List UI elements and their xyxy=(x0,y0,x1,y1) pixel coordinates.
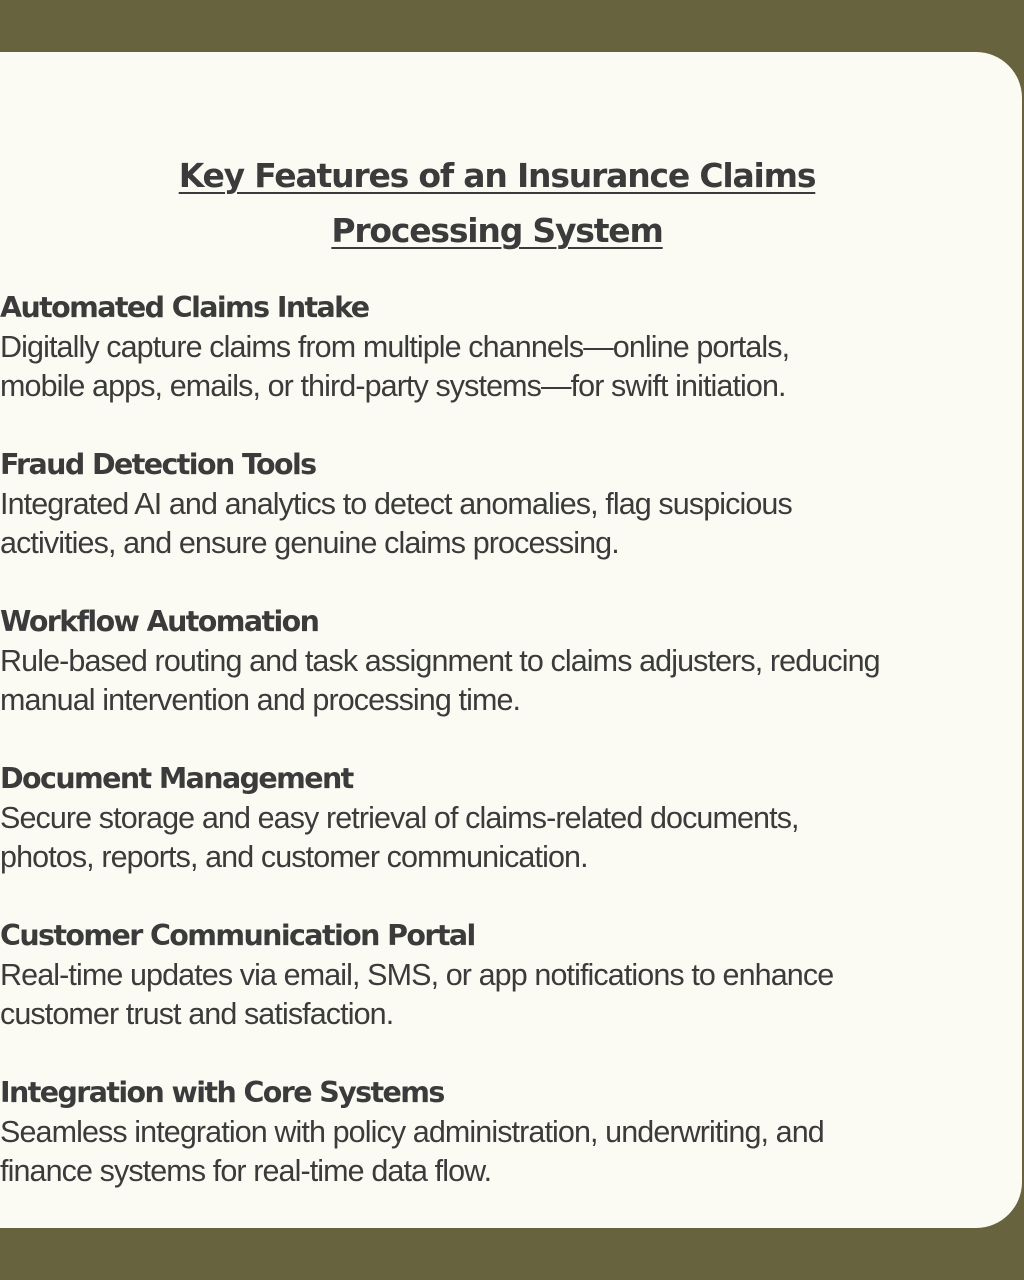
page-title-line-2: Processing System xyxy=(331,211,663,250)
feature-heading: Document Management xyxy=(0,762,353,795)
feature-description: Rule-based routing and task assignment to claims adjusters, reducing manual intervention and processing time. xyxy=(0,644,880,717)
feature-item-workflow-automation xyxy=(0,602,1022,720)
feature-description: Integrated AI and analytics to detect anomalies, flag suspicious activities, and ensure genuine claims processing. xyxy=(0,487,792,560)
feature-description: Seamless integration with policy administration, underwriting, and finance systems for real-time data flow. xyxy=(0,1115,824,1188)
page-title-line-1: Key Features of an Insurance Claims xyxy=(178,156,816,195)
feature-item-automated-claims-intake xyxy=(0,288,1022,406)
feature-heading: Integration with Core Systems xyxy=(0,1076,444,1109)
page-title xyxy=(0,148,994,258)
feature-heading: Automated Claims Intake xyxy=(0,291,369,324)
feature-item-customer-communication-portal xyxy=(0,916,1022,1034)
feature-item-document-management xyxy=(0,759,1022,877)
feature-list xyxy=(0,288,1022,1228)
content-card xyxy=(0,52,1022,1228)
feature-heading: Workflow Automation xyxy=(0,605,319,638)
feature-heading: Customer Communication Portal xyxy=(0,919,475,952)
feature-heading: Fraud Detection Tools xyxy=(0,448,316,481)
feature-description: Digitally capture claims from multiple channels—online portals, mobile apps, emails, or third-party systems—for swift initiation. xyxy=(0,330,790,403)
feature-item-fraud-detection-tools xyxy=(0,445,1022,563)
feature-description: Secure storage and easy retrieval of claims-related documents, photos, reports, and customer communication. xyxy=(0,801,799,874)
feature-description: Real-time updates via email, SMS, or app notifications to enhance customer trust and satisfaction. xyxy=(0,958,834,1031)
feature-item-integration-with-core-systems xyxy=(0,1073,1022,1191)
